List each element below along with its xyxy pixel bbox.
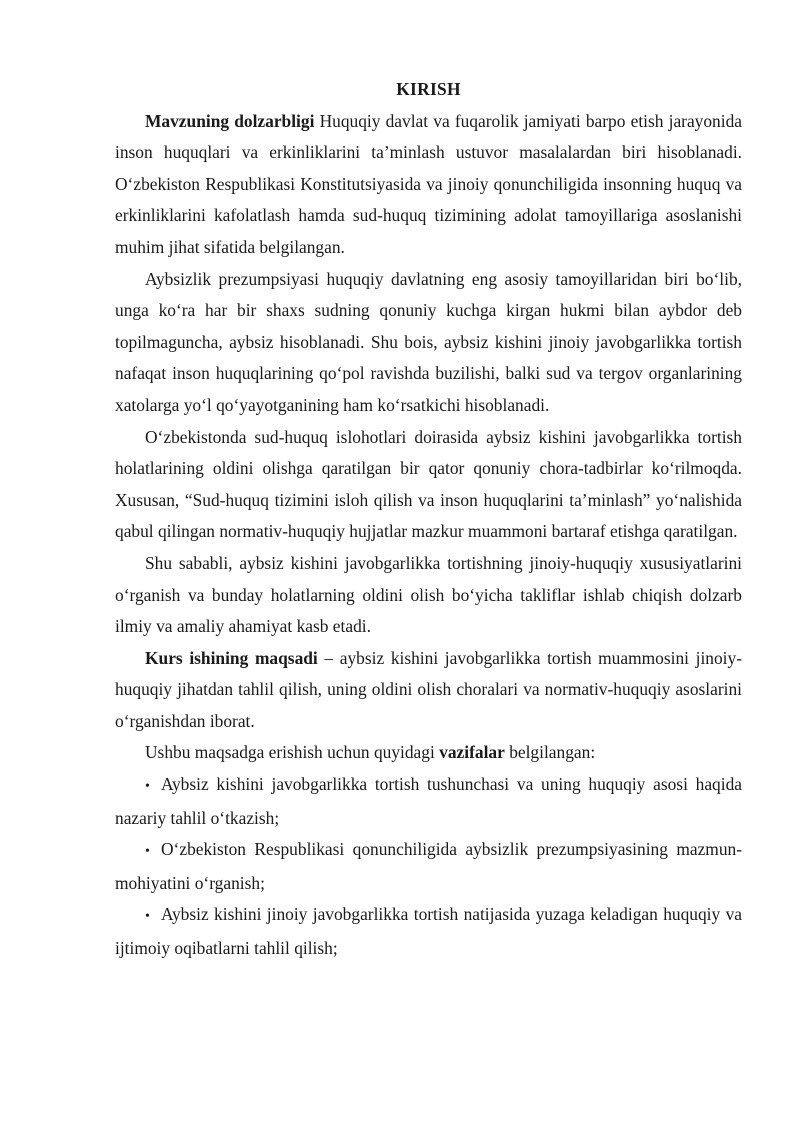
list-item [115, 834, 742, 899]
tasks-intro-after: belgilangan: [504, 742, 596, 763]
list-item-text: Aybsiz kishini javobgarlikka tortish tushunchasi va uning huquqiy asosi haqida nazariy tahlil o‘tkazish; [115, 774, 742, 828]
paragraph-goal [115, 643, 742, 738]
document-body [115, 74, 742, 965]
goal-text: – aybsiz kishini javobgarlikka tortish muammosini jinoiy-huquqiy jihatdan tahlil qilish, uning oldini olish choralari va normativ-huquqiy asoslarini o‘rganishdan iborat. [115, 647, 742, 731]
page-title: KIRISH [396, 79, 461, 99]
list-item [115, 769, 742, 834]
paragraph-tasks-intro [115, 737, 742, 769]
bullet-icon: • [145, 909, 150, 925]
bullet-icon: • [145, 779, 150, 795]
paragraph-reforms: O‘zbekistonda sud-huquq islohotlari doirasida aybsiz kishini javobgarlikka tortish holatlarining oldini olishga qaratilgan bir qator qonuniy chora-tadbirlar ko‘rilmoqda. Xususan, “Sud-huquq tizimini isloh qilish va inson huquqlarini ta’minlash” yo‘nalishida qabul qilingan normativ-huquqiy hujjatlar mazkur muammoni bartaraf etishga qaratilgan. [115, 426, 742, 542]
paragraph-relevance [115, 106, 742, 264]
goal-label: Kurs ishining maqsadi [145, 647, 318, 668]
tasks-label: vazifalar [439, 742, 505, 763]
bullet-icon: • [145, 844, 150, 860]
tasks-intro-before: Ushbu maqsadga erishish uchun quyidagi [145, 742, 440, 763]
paragraph-importance: Shu sababli, aybsiz kishini javobgarlikka tortishning jinoiy-huquqiy xususiyatlarini o‘rganish va bunday holatlarning oldini olish bo‘yicha takliflar ishlab chiqish dolzarb ilmiy va amaliy ahamiyat kasb etadi. [115, 552, 742, 637]
paragraph-presumption: Aybsizlik prezumpsiyasi huquqiy davlatning eng asosiy tamoyillaridan biri bo‘lib, unga ko‘ra har bir shaxs sudning qonuniy kuchga kirgan hukmi bilan aybdor deb topilmaguncha, aybsiz hisoblanadi. Shu bois, aybsiz kishini jinoiy javobgarlikka tortish nafaqat inson huquqlarining qo‘pol ravishda buzilishi, balki sud va tergov organlarining xatolarga yo‘l qo‘yayotganining ham ko‘rsatkichi hisoblanadi. [115, 268, 742, 415]
list-item-text: Aybsiz kishini jinoiy javobgarlikka tortish natijasida yuzaga keladigan huquqiy va ijtimoiy oqibatlarni tahlil qilish; [115, 904, 742, 959]
list-item-text: O‘zbekiston Respublikasi qonunchiligida aybsizlik prezumpsiyasining mazmun-mohiyatini o‘rganish; [115, 839, 742, 893]
relevance-text: Huquqiy davlat va fuqarolik jamiyati barpo etish jarayonida inson huquqlari va erkinliklarini ta’minlash ustuvor masalalardan biri hisoblanadi. O‘zbekiston Respublikasi Konstitutsiyasida va jinoiy qonunchiligida insonning huquq va erkinliklarini kafolatlash hamda sud-huquq tizimining adolat tamoyillariga asoslanishi muhim jihat sifatida belgilangan. [115, 110, 743, 257]
relevance-label: Mavzuning dolzarbligi [145, 110, 315, 131]
list-item [115, 899, 742, 964]
